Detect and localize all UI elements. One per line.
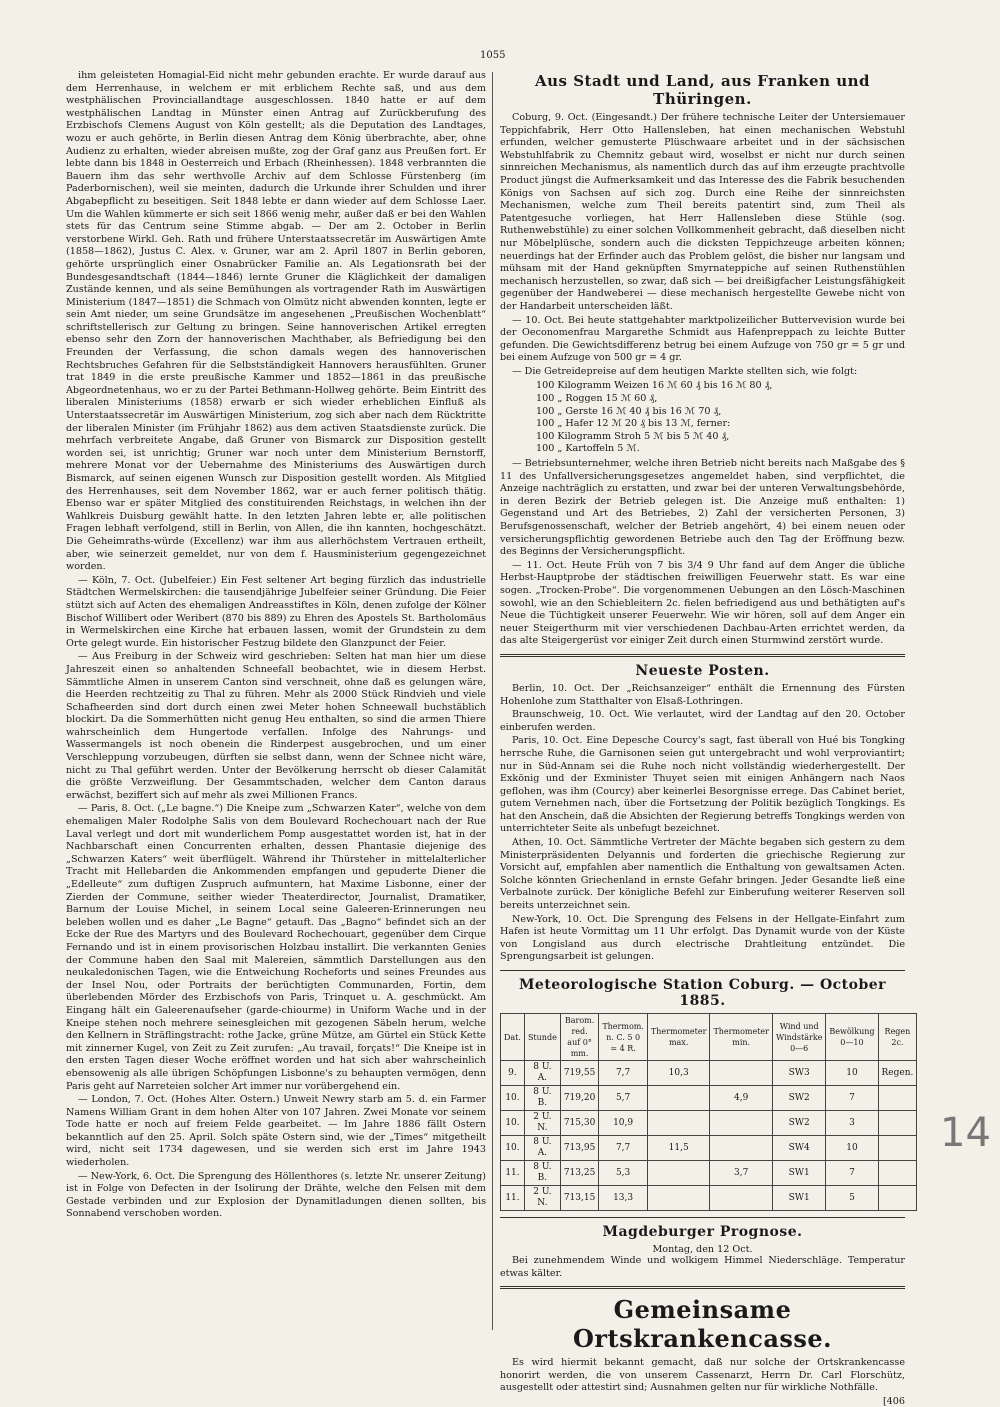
price-line: 100 „ Roggen 15 ℳ 60 ₰, bbox=[536, 393, 658, 405]
article-freiburg: — Aus Freiburg in der Schweiz wird geschrieben: Selten hat man hier um diese Jahreszeit einen so anhaltenden Schneefall beobachtet, wie in diesem Herbst. Sämmtliche Almen in unserem Canton sind verschneit, ohne daß es gelungen wäre, die Heerden rechtzeitig zu Thal zu führen. Mehr als 2000 Stück Rindvieh und viele Schafheerden sind dort durch einen zwei Meter hohen Schneewall buchstäblich blockirt. Da die Sommerhütten nicht genug Heu enthalten, so sind die armen Thiere wahrscheinlich dem Hungertode verfallen. Infolge des Nahrungs- und Wassermangels ist noch obenein die Rinderpest ausgebrochen, und um einer Verschleppung vorzubeugen, dürften sie selbst dann, wenn der Schnee nicht wäre, nicht zu Thal geführt werden. Unter der Bevölkerung herrscht ob dieser Calamität die größte Verzweiflung. Der Gesammtschaden, welcher dem Canton daraus erwächst, beziffert sich auf mehr als zwei Millionen Francs. bbox=[66, 651, 486, 801]
table-row bbox=[501, 1136, 917, 1161]
table-cell: 713,95 bbox=[560, 1136, 599, 1161]
table-cell: 713,25 bbox=[560, 1161, 599, 1186]
weather-header-row bbox=[501, 1014, 917, 1061]
ad-title: Gemeinsame Ortskrankencasse. bbox=[572, 1295, 833, 1354]
table-cell bbox=[878, 1161, 917, 1186]
table-row bbox=[501, 1061, 917, 1086]
price-line: 100 „ Gerste 16 ℳ 40 ₰ bis 16 ℳ 70 ₰, bbox=[536, 405, 722, 417]
table-cell: 8 U. B. bbox=[524, 1086, 560, 1111]
section-divider bbox=[500, 970, 905, 971]
table-cell: 7 bbox=[826, 1161, 878, 1186]
table-cell: 5,7 bbox=[599, 1086, 648, 1111]
forecast-text: Bei zunehmendem Winde und wolkigem Himmel Niederschläge. Temperatur etwas kälter. bbox=[500, 1255, 905, 1279]
table-cell: 11. bbox=[501, 1161, 525, 1186]
article-butter: — 10. Oct. Bei heute stattgehabter marktpolizeilicher Buttervevision wurde bei der Oeconomenfrau Margarethe Schmidt aus Hafenpreppach zu leichte Butter gefunden. Die Gewichtsdifferenz betrug bei einem Aufzuge von 750 gr = 5 gr und bei einem Aufzuge von 500 gr = 4 gr. bbox=[500, 314, 905, 364]
table-cell: SW3 bbox=[772, 1061, 825, 1086]
table-cell bbox=[647, 1161, 710, 1186]
article-paris-bagne: — Paris, 8. Oct. („Le bagne.“) Die Kneipe zum „Schwarzen Kater“, welche von dem ehemaligen Maler Rodolphe Salis von dem Boulevard Rochechouart nach der Rue Laval verlegt und dort mit wunderlichem Pomp ausgestattet worden ist, hat in der Nachbarschaft einen Concurrenten erhalten, dessen Phantasie diejenige des „Schwarzen Katers“ weit überflügelt. Während ihr Thürsteher in mittelalterlicher Tracht mit Hellebarden die Ankommenden empfangen und gepuderte Diener die „Edelleute“ zum duftigen Zuspruch aufmuntern, hat Maxime Lisbonne, einer der Zierden der Commune, seither wieder Theaterdirector, Journalist, Dramatiker, Barnum der Louise Michel, in seinem Local seine Galeeren-Erinnerungen neu beleben wollen und es daher „Le Bagne“ getauft. Das „Bagno“ befindet sich an der Ecke der Rue des Martyrs und des Boulevard Rochechouart, gegenüber dem Cirque Fernando und ist in einem provisorischen Holzbau installirt. Die verkannten Genies der Commune haben den Saal mit Malereien, sämmtlich Darstellungen aus den neukaledonischen Tagen, wie die Entweichung Rocheforts und seines Freundes aus der Insel Nou, oder Portraits der berüchtigten Communarden, Fortin, dem überlebenden Mörder des Erzbischofs von Paris, Trinquet u. A. geschmückt. Am Eingang hält ein Galeerenaufseher (garde-chiourme) in Uniform Wache und in der Kneipe stehen noch mehrere seinesgleichen mit gezogenen Säbeln herum, welche den Kellnern in Sträflingstracht: rothe Jacke, grüne Mütze, am Gürtel ein Stück Kette mit zinnerner Kugel, von Zeit zu Zeit zurufen: „Au travail, forçats!“ Die Kneipe ist in den ersten Tagen dieser Woche eröffnet worden und hat sich aber wahrscheinlich ebensowenig als alle übrigen Schöpfungen Lisbonne's zu behaupten vermögen, denn Paris geht auf Narreteien solcher Art immer nur vorübergehend ein. bbox=[66, 803, 486, 1092]
weather-header-cell: Bewölkung 0—10 bbox=[826, 1014, 878, 1061]
table-cell: 10. bbox=[501, 1111, 525, 1136]
table-row bbox=[501, 1111, 917, 1136]
table-cell: 8 U. A. bbox=[524, 1136, 560, 1161]
table-cell: 10. bbox=[501, 1086, 525, 1111]
weather-header-cell: Dat. bbox=[501, 1014, 525, 1061]
table-cell: 8 U. A. bbox=[524, 1061, 560, 1086]
table-cell: 7,7 bbox=[599, 1061, 648, 1086]
price-line: 100 Kilogramm Weizen 16 ℳ 60 ₰ bis 16 ℳ 80 ₰, bbox=[536, 380, 773, 392]
table-cell bbox=[647, 1086, 710, 1111]
article-koeln: — Köln, 7. Oct. (Jubelfeier.) Ein Fest seltener Art beging fürzlich das industrielle Städtchen Wermelskirchen: die tausendjährige Jubelfeier seiner Gründung. Die Feier stützt sich auf Acten des ehemaligen Andreasstiftes in Köln, denen zufolge der Kölner Bischof Willibert oder Weribert (870 bis 889) zu Ehren des Apostels St. Bartholomäus in Wermelskirchen eine Kirche hat erbauen lassen, womit der Grundstein zu dem Orte gelegt wurde. Ein historischer Festzug bildete den Glanzpunct der Feier. bbox=[66, 574, 486, 649]
table-cell: 5,3 bbox=[599, 1161, 648, 1186]
article-gruner: ihm geleisteten Homagial-Eid nicht mehr gebunden erachte. Er wurde darauf aus dem Herrenhause, in welchem er mit erblichem Rechte saß, und aus dem westphälischen Provinciallandtage ausgeschlossen. 1840 hatte er auf dem westphälischen Landtag in Münster einen Antrag auf Zurückberufung des Erzbischofs Clemens August von Köln gestellt; als die Deputation des Landtages, wozu er auch gehörte, in Berlin diesen Antrag dem König überbrachte, aber, ohne Audienz zu erhalten, wieder abreisen mußte, zog der Graf ganz aus Preußen fort. Er lebte dann bis 1848 in Oesterreich und Erbach (Rheinhessen). 1848 verbrannten die Bauern ihm das sehr werthvolle Archiv auf dem Schlosse Fürstenberg (im Paderbornischen), weil sie meinten, dadurch die Urkunde ihrer Schulden und ihrer Abgabepflicht zu beseitigen. Seit 1848 lebte er dann wieder auf dem Schlosse Laer. Um die Wahlen kümmerte er sich seit 1866 wenig mehr, außer daß er bei den Wahlen stets für das Centrum seine Stimme abgab. — Der am 2. October in Berlin verstorbene Wirkl. Geh. Rath und frühere Unterstaatssecretär im Auswärtigen Amte (1858—1862), Justus C. Alex. v. Gruner, war am 2. April 1807 in Berlin geboren, gehörte ursprünglich einer Osnabrücker Familie an. Als Legationsrath bei der Bundesgesandtschaft (1844—1846) lernte Gruner die Kläglichkeit der damaligen Zustände kennen, und als seine Bemühungen als vortragender Rath im Auswärtigen Ministerium (1847—1851) die Schmach von Olmütz nicht abwenden konnten, legte er sein Amt nieder, um seine Grundsätze im angesehenen „Preußischen Wochenblatt“ schriftstellerisch zur Geltung zu bringen. Seine hannoverischen Artikel erregten ebenso sehr den Zorn der hannoverischen Machthaber, als Befriedigung bei den Freunden der Verfassung, die schon damals wegen des hannoverischen Rechtsbruches Gefahren für die Selbstständigkeit Hannovers herausfühlten. Gruner trat 1849 in die erste preußische Kammer und 1852—1861 in das preußische Abgeordnetenhaus, wo er zu der Partei Bethmann-Hollweg gehörte. Beim Eintritt des liberalen Ministeriums (1858) erwarb er sich wieder erheblichen Einfluß als Unterstaatssecretär im Auswärtigen Ministerium, zog sich aber nach dem Rücktritte der liberalen Minister (im Frühjahr 1862) aus dem activen Staatsdienste zurück. Die mehrfach verbreitete Angabe, daß Gruner von Bismarck zur Disposition gestellt worden sei, ist unrichtig; Gruner war noch unter dem Ministerium Bernstorff, mehrere Monat vor der Uebernahme des Ministeriums des Auswärtigen durch Bismarck, auf seinen eigenen Wunsch zur Disposition gestellt worden. Als Mitglied des Herrenhauses, seit dem November 1862, war er auch ferner politisch thätig. Ebenso war er später Mitglied des constituirenden Reichstags, in welchen ihn der Wahlkreis Duisburg gewählt hatte. In den letzten Jahren lebte er, alle politischen Fragen lebhaft verfolgend, still in Berlin, von Allen, die ihn kannten, hochgeschätzt. Die Geheimraths-würde (Excellenz) war ihm aus allerhöchstem Vertrauen ertheilt, aber, wie seinerzeit gemeldet, nur von dem f. Hausministerium gegengezeichnet worden. bbox=[66, 70, 486, 573]
table-cell: SW2 bbox=[772, 1086, 825, 1111]
table-cell: 10 bbox=[826, 1061, 878, 1086]
table-cell: 10,9 bbox=[599, 1111, 648, 1136]
forecast-title: Magdeburger Prognose. bbox=[602, 1224, 803, 1240]
ad-number: [406 bbox=[882, 1395, 905, 1407]
table-cell: 11,5 bbox=[647, 1136, 710, 1161]
weather-header-cell: Thermometer max. bbox=[647, 1014, 710, 1061]
section-divider bbox=[500, 1286, 905, 1289]
forecast-date: Montag, den 12 Oct. bbox=[652, 1244, 753, 1255]
article-newyork: — New-York, 6. Oct. Die Sprengung des Höllenthores (s. letzte Nr. unserer Zeitung) ist in Folge von Defecten in der Isolirung der Drähte, welche den Felsen mit dem Gestade verbinden und zur Explosion der Dynamitladungen dienen sollten, bis Sonnabend verschoben worden. bbox=[66, 1170, 486, 1220]
table-cell bbox=[710, 1136, 773, 1161]
weather-header-cell: Regen 2c. bbox=[878, 1014, 917, 1061]
article-london: — London, 7. Oct. (Hohes Alter. Ostern.) Unweit Newry starb am 5. d. ein Farmer Namens William Grant in dem hohen Alter von 107 Jahren. Zwei Monate vor seinem Tode hatte er noch auf freiem Felde gearbeitet. — Im Jahre 1886 fällt Ostern bekanntlich auf den 25. April. Solch späte Ostern sind, wie der „Times“ mitgetheilt wird, nicht seit 1734 dagewesen, und sie werden sich erst im Jahre 1943 wiederholen. bbox=[66, 1094, 486, 1169]
table-cell: 13,3 bbox=[599, 1186, 648, 1211]
table-cell: 715,30 bbox=[560, 1111, 599, 1136]
table-cell: SW4 bbox=[772, 1136, 825, 1161]
table-cell: 2 U. N. bbox=[524, 1111, 560, 1136]
page-number: 1055 bbox=[480, 50, 506, 61]
table-cell: SW1 bbox=[772, 1186, 825, 1211]
table-row bbox=[501, 1086, 917, 1111]
table-cell: 10 bbox=[826, 1136, 878, 1161]
table-cell: 3,7 bbox=[710, 1161, 773, 1186]
column-divider bbox=[492, 72, 493, 1330]
weather-table bbox=[500, 1013, 917, 1211]
price-line: 100 „ Hafer 12 ℳ 20 ₰ bis 13 ℳ, ferner: bbox=[536, 418, 731, 430]
price-line: 100 Kilogramm Stroh 5 ℳ bis 5 ℳ 40 ₰, bbox=[536, 430, 730, 442]
table-cell bbox=[878, 1111, 917, 1136]
article-feuerwehr: — 11. Oct. Heute Früh von 7 bis 3/4 9 Uhr fand auf dem Anger die übliche Herbst-Hauptprobe der städtischen freiwilligen Feuerwehr statt. Es war eine sogen. „Trocken-Probe“. Die vorgenommenen Uebungen an den Lösch-Maschinen sowohl, wie an den Schiebleitern 2c. fielen befriedigend aus und bethätigten auf's Neue die Tüchtigkeit unserer Feuerwehr. Wie wir hören, soll auf dem Anger ein neuer Steigerthurm mit vier verschiedenen Dachbau-Arten errichtet werden, da das alte Steigergerüst vor einiger Zeit durch einen Sturmwind zerstört wurde. bbox=[500, 559, 905, 647]
section-divider bbox=[500, 1217, 905, 1218]
table-cell: SW2 bbox=[772, 1111, 825, 1136]
table-cell: Regen. bbox=[878, 1061, 917, 1086]
table-cell bbox=[647, 1111, 710, 1136]
section-title: Aus Stadt und Land, aus Franken und Thüringen. bbox=[534, 72, 871, 108]
weather-header-cell: Wind und Windstärke 0—6 bbox=[772, 1014, 825, 1061]
weather-body bbox=[501, 1061, 917, 1211]
table-cell: 9. bbox=[501, 1061, 525, 1086]
news-newyork: New-York, 10. Oct. Die Sprengung des Felsens in der Hellgate-Einfahrt zum Hafen ist heute Vormittag um 11 Uhr erfolgt. Das Dynamit wurde von der Küste von Longisland aus durch electrische Drahtleitung entzündet. Die Sprengungsarbeit ist gelungen. bbox=[500, 913, 905, 963]
price-line: 100 „ Kartoffeln 5 ℳ. bbox=[536, 443, 640, 455]
weather-header-cell: Barom. red. auf 0° mm. bbox=[560, 1014, 599, 1061]
table-cell bbox=[710, 1061, 773, 1086]
table-cell bbox=[647, 1186, 710, 1211]
table-row bbox=[501, 1186, 917, 1211]
ad-text: Es wird hiermit bekannt gemacht, daß nur solche der Ortskrankencasse honorirt werden, die von unserem Cassenarzt, Herrn Dr. Carl Florschütz, ausgestellt oder attestirt sind; Ausnahmen gelten nur für wirkliche Nothfälle. bbox=[500, 1357, 905, 1394]
weather-title: Meteorologische Station Coburg. — October 1885. bbox=[518, 977, 887, 1009]
news-paris: Paris, 10. Oct. Eine Depesche Courcy's sagt, fast überall von Hué bis Tongking herrsche Ruhe, die Garnisonen seien gut untergebracht und wohl verproviantirt; nur in Süd-Annam sei die Ruhe noch nicht vollständig wiederhergestellt. Der Exkönig und der Exminister Thuyet seien mit einigen Anhängern nach Naos geflohen, was ihm (Courcy) aber keinerlei Besorgnisse errege. Das Cabinet beriet, gutem Vernehmen nach, über die Fortsetzung der Politik bezüglich Tongkings. Es hat den Anschein, daß die Absichten der Regierung betreffs Tongkings werden von unterrichteter Seite als unbefugt bezeichnet. bbox=[500, 735, 906, 835]
table-cell: SW1 bbox=[772, 1161, 825, 1186]
table-cell: 7,7 bbox=[599, 1136, 648, 1161]
right-column bbox=[500, 70, 914, 1407]
table-cell: 10,3 bbox=[647, 1061, 710, 1086]
pencil-margin-note: 14 bbox=[940, 1110, 991, 1156]
table-cell: 5 bbox=[826, 1186, 878, 1211]
news-berlin: Berlin, 10. Oct. Der „Reichsanzeiger“ enthält die Ernennung des Fürsten Hohenlohe zum Statthalter von Elsaß-Lothringen. bbox=[500, 682, 905, 707]
table-cell: 719,55 bbox=[560, 1061, 599, 1086]
news-braunschweig: Braunschweig, 10. Oct. Wie verlautet, wird der Landtag auf den 20. October einberufen werden. bbox=[500, 709, 905, 733]
table-cell: 10. bbox=[501, 1136, 525, 1161]
table-cell: 713,15 bbox=[560, 1186, 599, 1211]
weather-header-cell: Thermometer min. bbox=[710, 1014, 773, 1061]
section-divider bbox=[500, 654, 905, 657]
article-betriebsunternehmer: — Betriebsunternehmer, welche ihren Betrieb nicht bereits nach Maßgabe des § 11 des Unfallversicherungsgesetzes angemeldet haben, sind verpflichtet, die Anzeige nachträglich zu erstatten, und zwar bei der unteren Verwaltungsbehörde, in deren Bezirk der Betrieb gelegen ist. Die Anzeige muß enthalten: 1) Gegenstand und Art des Betriebes, 2) Zahl der versicherten Personen, 3) Berufsgenossenschaft, welcher der Betrieb angehört, 4) bei einem neuen oder versicherungspflichtig gewordenen Betriebe auch den Tag der Eröffnung bezw. des Beginns der Versicherungspflicht. bbox=[500, 458, 905, 558]
table-cell: 3 bbox=[826, 1111, 878, 1136]
table-cell: 2 U. N. bbox=[524, 1186, 560, 1211]
table-cell: 719,20 bbox=[560, 1086, 599, 1111]
table-cell bbox=[878, 1086, 917, 1111]
table-cell: 8 U. B. bbox=[524, 1161, 560, 1186]
table-cell bbox=[878, 1186, 917, 1211]
weather-header-cell: Stunde bbox=[524, 1014, 560, 1061]
article-grain-intro: — Die Getreidepreise auf dem heutigen Markte stellten sich, wie folgt: bbox=[512, 365, 858, 377]
grain-prices bbox=[536, 380, 905, 456]
table-cell: 11. bbox=[501, 1186, 525, 1211]
news-athen: Athen, 10. Oct. Sämmtliche Vertreter der Mächte begaben sich gestern zu dem Ministerpräsidenten Delyannis und forderten die griechische Regierung zur Vorsicht auf, empfahlen aber namentlich die Enthaltung von gewaltsamen Acten. Solche könnten Griechenland in ernste Gefahr bringen. Jeder Gesandte ließ eine Verbalnote zurück. Der königliche Befehl zur Einberufung weiterer Reserven soll bereits unterzeichnet sein. bbox=[500, 837, 905, 912]
weather-header-cell: Thermom. n. C. 5 0 = 4 R. bbox=[599, 1014, 648, 1061]
table-cell: 7 bbox=[826, 1086, 878, 1111]
table-cell bbox=[710, 1186, 773, 1211]
table-row bbox=[501, 1161, 917, 1186]
table-cell bbox=[710, 1111, 773, 1136]
table-cell: 4,9 bbox=[710, 1086, 773, 1111]
article-coburg-webstuhl: Coburg, 9. Oct. (Eingesandt.) Der frühere technische Leiter der Untersiemauer Teppichfabrik, Herr Otto Hallensleben, hat einen mechanischen Webstuhl erfunden, welcher gemusterte Plüschwaare arbeitet und in der sächsischen Webstuhlfabrik zu Chemnitz gebaut wird, woselbst er nicht nur durch seinen sinnreichen Mechanismus, als namentlich durch das auf ihm erzeugte prachtvolle Product jüngst die Aufmerksamkeit und das Interesse des die Fabrik besuchenden Königs von Sachsen auf sich zog. Durch eine Reihe der sinnreichsten Mechanismen, welche zum Theil bereits patentirt sind, zum Theil als Patentgesuche vorliegen, hat Herr Hallensleben diese Stühle (sog. Ruthenwebstühle) zu einer solchen Vollkommenheit gebracht, daß dieselben nicht nur Möbelplüsche, sondern auch die dicksten Teppichzeuge arbeiten können; neuerdings hat der Erfinder auch das Problem gelöst, die bisher nur langsam und mühsam mit der Hand geknüpften Smyrnateppiche auf seinen Ruthenstühlen mechanisch herzustellen, so zwar, daß sich — bei dreißigfacher Leistungsfähigkeit gegenüber der Handweberei — diese mechanisch hergestellte Gewebe nicht von der Handarbeit unterscheiden läßt. bbox=[500, 112, 905, 312]
news-title: Neueste Posten. bbox=[635, 662, 770, 679]
left-column bbox=[66, 70, 486, 1330]
table-cell bbox=[878, 1136, 917, 1161]
